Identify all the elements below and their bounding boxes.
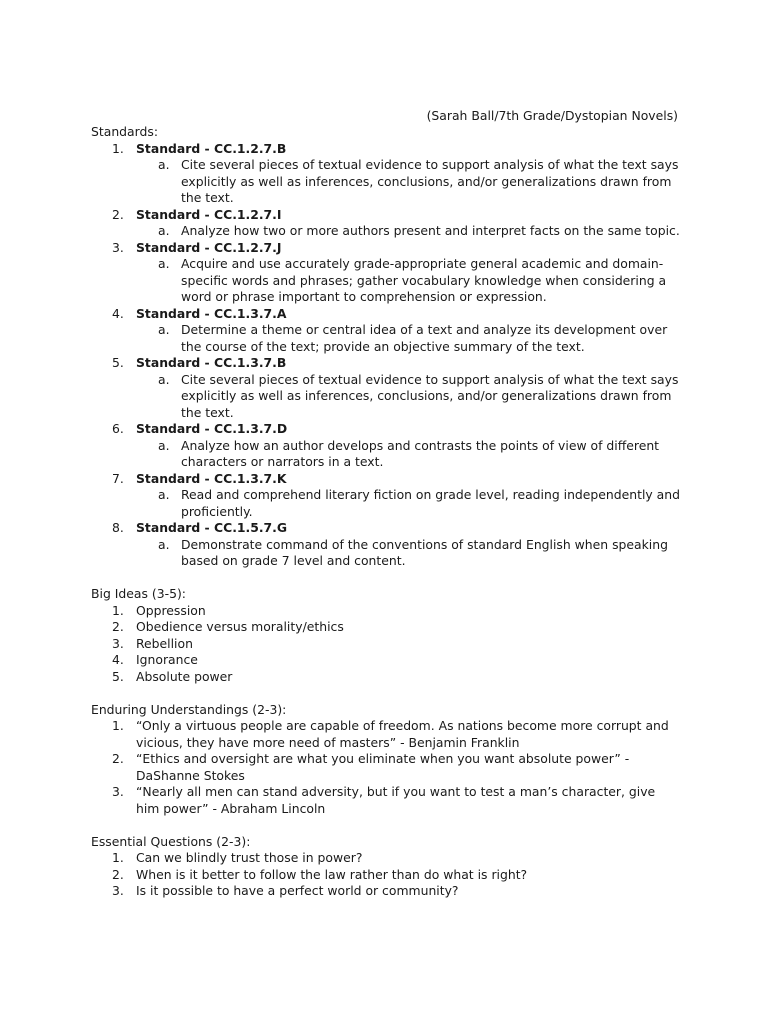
list-number: 5. — [112, 355, 124, 370]
question-text: Can we blindly trust those in power? — [136, 850, 363, 865]
list-item — [91, 652, 691, 669]
standard-title: Standard - CC.1.5.7.G — [136, 520, 288, 535]
list-number: 1. — [112, 140, 124, 156]
section-spacer — [91, 570, 691, 587]
standard-sub-list — [136, 487, 691, 520]
standard-description: Analyze how two or more authors present and interpret facts on the same topic. — [181, 223, 680, 238]
standard-sub-list — [136, 256, 691, 306]
standard-description-item — [136, 223, 691, 240]
standard-description-item — [136, 438, 691, 471]
list-number: 2. — [112, 866, 124, 882]
standard-item — [91, 141, 691, 207]
question-text: Is it possible to have a perfect world or community? — [136, 883, 459, 898]
standard-description: Acquire and use accurately grade-appropriate general academic and domain-specific words and phrases; gather vocabulary knowledge when considering a word or phrase important to comprehension or expression. — [181, 256, 667, 304]
big-ideas-heading: Big Ideas (3-5): — [91, 586, 186, 601]
standard-sub-list — [136, 322, 691, 355]
standard-description: Determine a theme or central idea of a text and analyze its development over the course of the text; provide an objective summary of the text. — [181, 322, 668, 354]
sub-letter: a. — [158, 322, 170, 337]
list-number: 5. — [112, 668, 124, 684]
list-number: 1. — [112, 602, 124, 618]
standard-title: Standard - CC.1.3.7.A — [136, 305, 287, 321]
list-number: 1. — [112, 850, 124, 865]
standard-title: Standard - CC.1.2.7.J — [136, 239, 282, 255]
standard-item — [91, 471, 691, 521]
standard-sub-list — [136, 223, 691, 240]
sub-letter: a. — [158, 437, 170, 453]
quote-text: “Nearly all men can stand adversity, but if you want to test a man’s character, give him power” - Abraham Lincoln — [136, 784, 656, 816]
list-number: 6. — [112, 421, 124, 436]
enduring-understandings-list — [91, 718, 691, 817]
standard-item — [91, 421, 691, 471]
big-idea-text: Absolute power — [136, 668, 233, 684]
section-spacer — [91, 817, 691, 834]
sub-letter: a. — [158, 487, 170, 502]
standard-description-item — [136, 372, 691, 422]
quote-text: “Ethics and oversight are what you eliminate when you want absolute power” - DaShanne Stokes — [136, 751, 630, 783]
standard-sub-list — [136, 438, 691, 471]
essential-questions-list — [91, 850, 691, 900]
big-idea-text: Rebellion — [136, 635, 193, 651]
list-number: 3. — [112, 784, 124, 799]
list-number: 2. — [112, 619, 124, 634]
standard-sub-list — [136, 537, 691, 570]
list-item — [91, 718, 691, 751]
enduring-understandings-heading: Enduring Understandings (2-3): — [91, 701, 287, 717]
standard-sub-list — [136, 372, 691, 422]
list-item — [91, 850, 691, 867]
list-number: 4. — [112, 305, 124, 321]
list-item — [91, 669, 691, 686]
standard-description: Cite several pieces of textual evidence to support analysis of what the text says explicitly as well as inferences, conclusions, and/or generalizations drawn from the text. — [181, 157, 679, 205]
list-item — [91, 867, 691, 884]
standard-item — [91, 306, 691, 356]
big-idea-text: Ignorance — [136, 652, 198, 667]
quote-text: “Only a virtuous people are capable of freedom. As nations become more corrupt and vicious, they have more need of masters” - Benjamin Franklin — [136, 718, 669, 750]
standard-description-item — [136, 537, 691, 570]
standards-heading: Standards: — [91, 124, 158, 139]
standard-description: Cite several pieces of textual evidence to support analysis of what the text says explicitly as well as inferences, conclusions, and/or generalizations drawn from the text. — [181, 371, 679, 420]
sub-letter: a. — [158, 223, 170, 238]
question-text: When is it better to follow the law rather than do what is right? — [136, 866, 528, 882]
list-number: 3. — [112, 635, 124, 651]
list-item — [91, 636, 691, 653]
big-idea-text: Oppression — [136, 602, 206, 618]
standard-title: Standard - CC.1.3.7.K — [136, 470, 287, 486]
list-number: 3. — [112, 883, 124, 898]
standard-item — [91, 240, 691, 306]
big-ideas-list — [91, 603, 691, 686]
list-number: 2. — [112, 751, 124, 766]
list-number: 2. — [112, 206, 124, 222]
essential-questions-heading: Essential Questions (2-3): — [91, 833, 251, 849]
standard-title: Standard - CC.1.2.7.B — [136, 140, 287, 156]
standard-description-item — [136, 256, 691, 306]
standard-description: Analyze how an author develops and contrasts the points of view of different characters or narrators in a text. — [181, 437, 660, 469]
standard-item — [91, 520, 691, 570]
document-content — [91, 124, 691, 900]
sub-letter: a. — [158, 157, 170, 172]
standards-list — [91, 141, 691, 570]
section-spacer — [91, 685, 691, 702]
sub-letter: a. — [158, 256, 170, 271]
list-number: 3. — [112, 239, 124, 255]
standard-item — [91, 207, 691, 240]
standard-description: Read and comprehend literary fiction on grade level, reading independently and proficiently. — [181, 487, 680, 519]
document-meta: (Sarah Ball/7th Grade/Dystopian Novels) — [426, 108, 678, 123]
standard-sub-list — [136, 157, 691, 207]
big-idea-text: Obedience versus morality/ethics — [136, 619, 344, 634]
list-item — [91, 603, 691, 620]
sub-letter: a. — [158, 371, 170, 387]
list-item — [91, 751, 691, 784]
standard-description-item — [136, 157, 691, 207]
list-item — [91, 619, 691, 636]
standard-description-item — [136, 322, 691, 355]
list-number: 7. — [112, 470, 124, 486]
standard-description-item — [136, 487, 691, 520]
sub-letter: a. — [158, 536, 170, 552]
standard-description: Demonstrate command of the conventions of standard English when speaking based on grade 7 level and content. — [181, 536, 668, 568]
standard-item — [91, 355, 691, 421]
standard-title: Standard - CC.1.3.7.D — [136, 421, 288, 436]
list-item — [91, 883, 691, 900]
list-number: 1. — [112, 718, 124, 733]
list-number: 8. — [112, 520, 124, 535]
standard-title: Standard - CC.1.3.7.B — [136, 355, 287, 370]
list-item — [91, 784, 691, 817]
list-number: 4. — [112, 652, 124, 667]
standard-title: Standard - CC.1.2.7.I — [136, 206, 282, 222]
